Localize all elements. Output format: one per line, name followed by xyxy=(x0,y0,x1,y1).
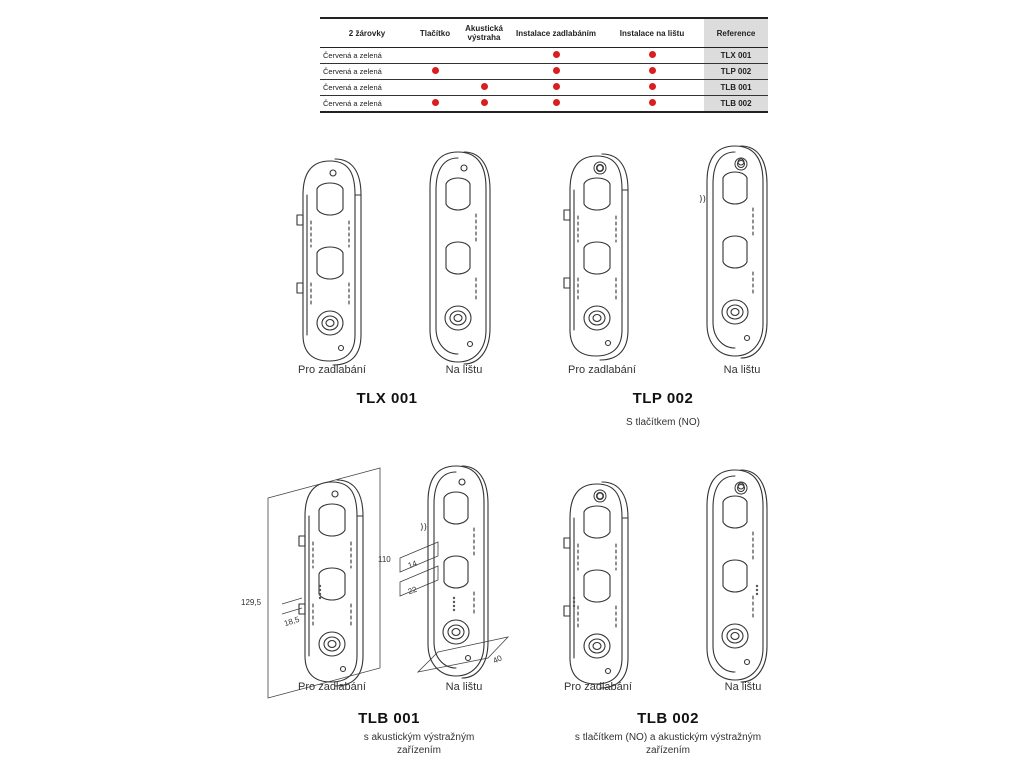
red-dot-icon xyxy=(553,99,560,106)
cell-button xyxy=(414,80,456,96)
tlx001-rail-drawing xyxy=(420,148,500,373)
dim-d2: 22 xyxy=(406,584,419,597)
cell-button xyxy=(414,64,456,80)
table-header-row xyxy=(320,18,768,48)
cell-acoustic xyxy=(456,64,512,80)
spec-table xyxy=(320,17,768,113)
cell-name: Červená a zelená xyxy=(320,48,414,64)
red-dot-icon xyxy=(481,99,488,106)
col-header: Instalace na lištu xyxy=(600,18,704,48)
col-header: Instalace zadlabáním xyxy=(512,18,600,48)
caption-rail: Na lištu xyxy=(723,364,761,376)
tlx001-flush-drawing xyxy=(295,155,375,380)
col-header: Tlačítko xyxy=(414,18,456,48)
tlb002-rail-drawing xyxy=(697,466,777,691)
dim-depth-flush: 18,5 xyxy=(282,614,301,629)
tlp002-rail-drawing xyxy=(697,142,777,367)
caption-flush: Pro zadlabání xyxy=(298,681,366,693)
red-dot-icon xyxy=(649,51,656,58)
cell-rail xyxy=(600,80,704,96)
cell-name: Červená a zelená xyxy=(320,96,414,113)
cell-acoustic xyxy=(456,48,512,64)
dim-width-rail: 40 xyxy=(491,653,504,666)
red-dot-icon xyxy=(649,67,656,74)
dim-height-flush: 129,5 xyxy=(241,598,262,607)
red-dot-icon xyxy=(432,67,439,74)
product-title-tlx001: TLX 001 xyxy=(356,390,418,407)
product-subtitle-tlp002: S tlačítkem (NO) xyxy=(626,417,700,428)
caption-rail: Na lištu xyxy=(445,681,483,693)
cell-flush xyxy=(512,64,600,80)
product-title-tlp002: TLP 002 xyxy=(632,390,694,407)
cell-reference: TLB 002 xyxy=(704,96,768,113)
caption-rail: Na lištu xyxy=(445,364,483,376)
cell-button xyxy=(414,48,456,64)
red-dot-icon xyxy=(481,83,488,90)
product-subtitle-tlb001: s akustickým výstražným zařízením xyxy=(363,732,475,756)
table-row xyxy=(320,96,768,113)
col-header: Akustická výstraha xyxy=(456,18,512,48)
tlp002-flush-drawing xyxy=(562,150,642,375)
tlb002-flush-drawing xyxy=(562,478,642,703)
cell-reference: TLX 001 xyxy=(704,48,768,64)
dim-d1: 14 xyxy=(406,558,419,571)
cell-rail xyxy=(600,64,704,80)
cell-rail xyxy=(600,96,704,113)
cell-acoustic xyxy=(456,80,512,96)
table-row xyxy=(320,80,768,96)
product-title-tlb001: TLB 001 xyxy=(358,710,420,727)
caption-flush: Pro zadlabání xyxy=(568,364,636,376)
red-dot-icon xyxy=(649,99,656,106)
cell-reference: TLB 001 xyxy=(704,80,768,96)
red-dot-icon xyxy=(553,67,560,74)
caption-rail: Na lištu xyxy=(724,681,762,693)
red-dot-icon xyxy=(432,99,439,106)
cell-button xyxy=(414,96,456,113)
red-dot-icon xyxy=(553,51,560,58)
table-row xyxy=(320,48,768,64)
product-title-tlb002: TLB 002 xyxy=(637,710,699,727)
caption-flush: Pro zadlabání xyxy=(564,681,632,693)
product-subtitle-tlb002: s tlačítkem (NO) a akustickým výstražným zařízením xyxy=(574,732,762,756)
caption-flush: Pro zadlabání xyxy=(298,364,366,376)
col-header: Reference xyxy=(704,18,768,48)
col-header: 2 žárovky xyxy=(320,18,414,48)
red-dot-icon xyxy=(649,83,656,90)
cell-rail xyxy=(600,48,704,64)
table-row xyxy=(320,64,768,80)
svg-text:)): )) xyxy=(420,523,428,533)
cell-acoustic xyxy=(456,96,512,113)
svg-text:)): )) xyxy=(699,195,707,205)
cell-flush xyxy=(512,96,600,113)
cell-name: Červená a zelená xyxy=(320,64,414,80)
cell-name: Červená a zelená xyxy=(320,80,414,96)
dim-height-rail: 110 xyxy=(378,555,391,564)
cell-flush xyxy=(512,48,600,64)
cell-flush xyxy=(512,80,600,96)
tlb001-rail-drawing xyxy=(398,462,538,692)
tlb001-flush-drawing xyxy=(262,462,402,702)
cell-reference: TLP 002 xyxy=(704,64,768,80)
red-dot-icon xyxy=(553,83,560,90)
